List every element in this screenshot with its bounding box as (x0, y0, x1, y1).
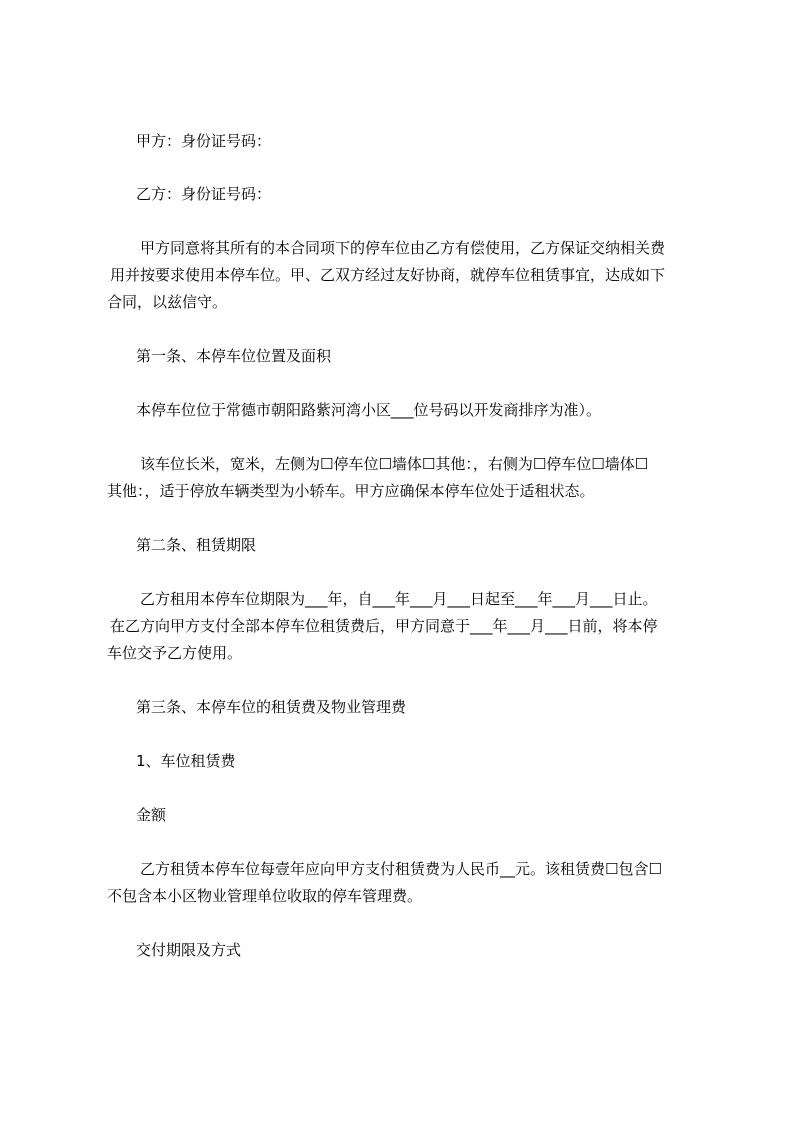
preamble-line-1: 甲方同意将其所有的本合同项下的停车位由乙方有偿使用，乙方保证交纳相关费 (140, 239, 666, 257)
article-3-heading: 第三条、本停车位的租赁费及物业管理费 (136, 698, 407, 716)
article-1-size-line-1: 该车位长米，宽米，左侧为☐停车位☐墙体☐其他：，右侧为☐停车位☐墙体☐ (140, 455, 649, 473)
party-a-line: 甲方：身份证号码： (136, 132, 272, 150)
preamble-line-3: 合同，以兹信守。 (107, 293, 228, 311)
article-2-term-line-1: 乙方租用本停车位期限为___年，自___年___月___日起至___年___月___日止。 (140, 590, 658, 608)
article-1-size-line-2: 其他：，适于停放车辆类型为小轿车。甲方应确保本停车位处于适租状态。 (107, 482, 595, 500)
rent-amount-line-2: 不包含本小区物业管理单位收取的停车管理费。 (107, 887, 423, 905)
article-2-term-line-2: 在乙方向甲方支付全部本停车位租赁费后，甲方同意于___年___月___日前，将本停 (110, 617, 658, 635)
party-b-line: 乙方：身份证号码： (136, 185, 272, 203)
article-2-term-line-3: 车位交予乙方使用。 (107, 644, 243, 662)
rent-subheading: 1、车位租赁费 (136, 752, 236, 770)
article-2-heading: 第二条、租赁期限 (136, 536, 257, 554)
rent-amount-line-1: 乙方租赁本停车位每壹年应向甲方支付租赁费为人民币__元。该租赁费☐包含☐ (140, 860, 662, 878)
article-1-heading: 第一条、本停车位位置及面积 (136, 347, 332, 365)
payment-terms-label: 交付期限及方式 (136, 941, 242, 959)
preamble-line-2: 用并按要求使用本停车位。甲、乙双方经过友好协商，就停车位租赁事宜，达成如下 (110, 266, 666, 284)
article-1-location: 本停车位位于常德市朝阳路紫河湾小区___位号码以开发商排序为准）。 (136, 401, 602, 419)
amount-label: 金额 (136, 806, 167, 824)
